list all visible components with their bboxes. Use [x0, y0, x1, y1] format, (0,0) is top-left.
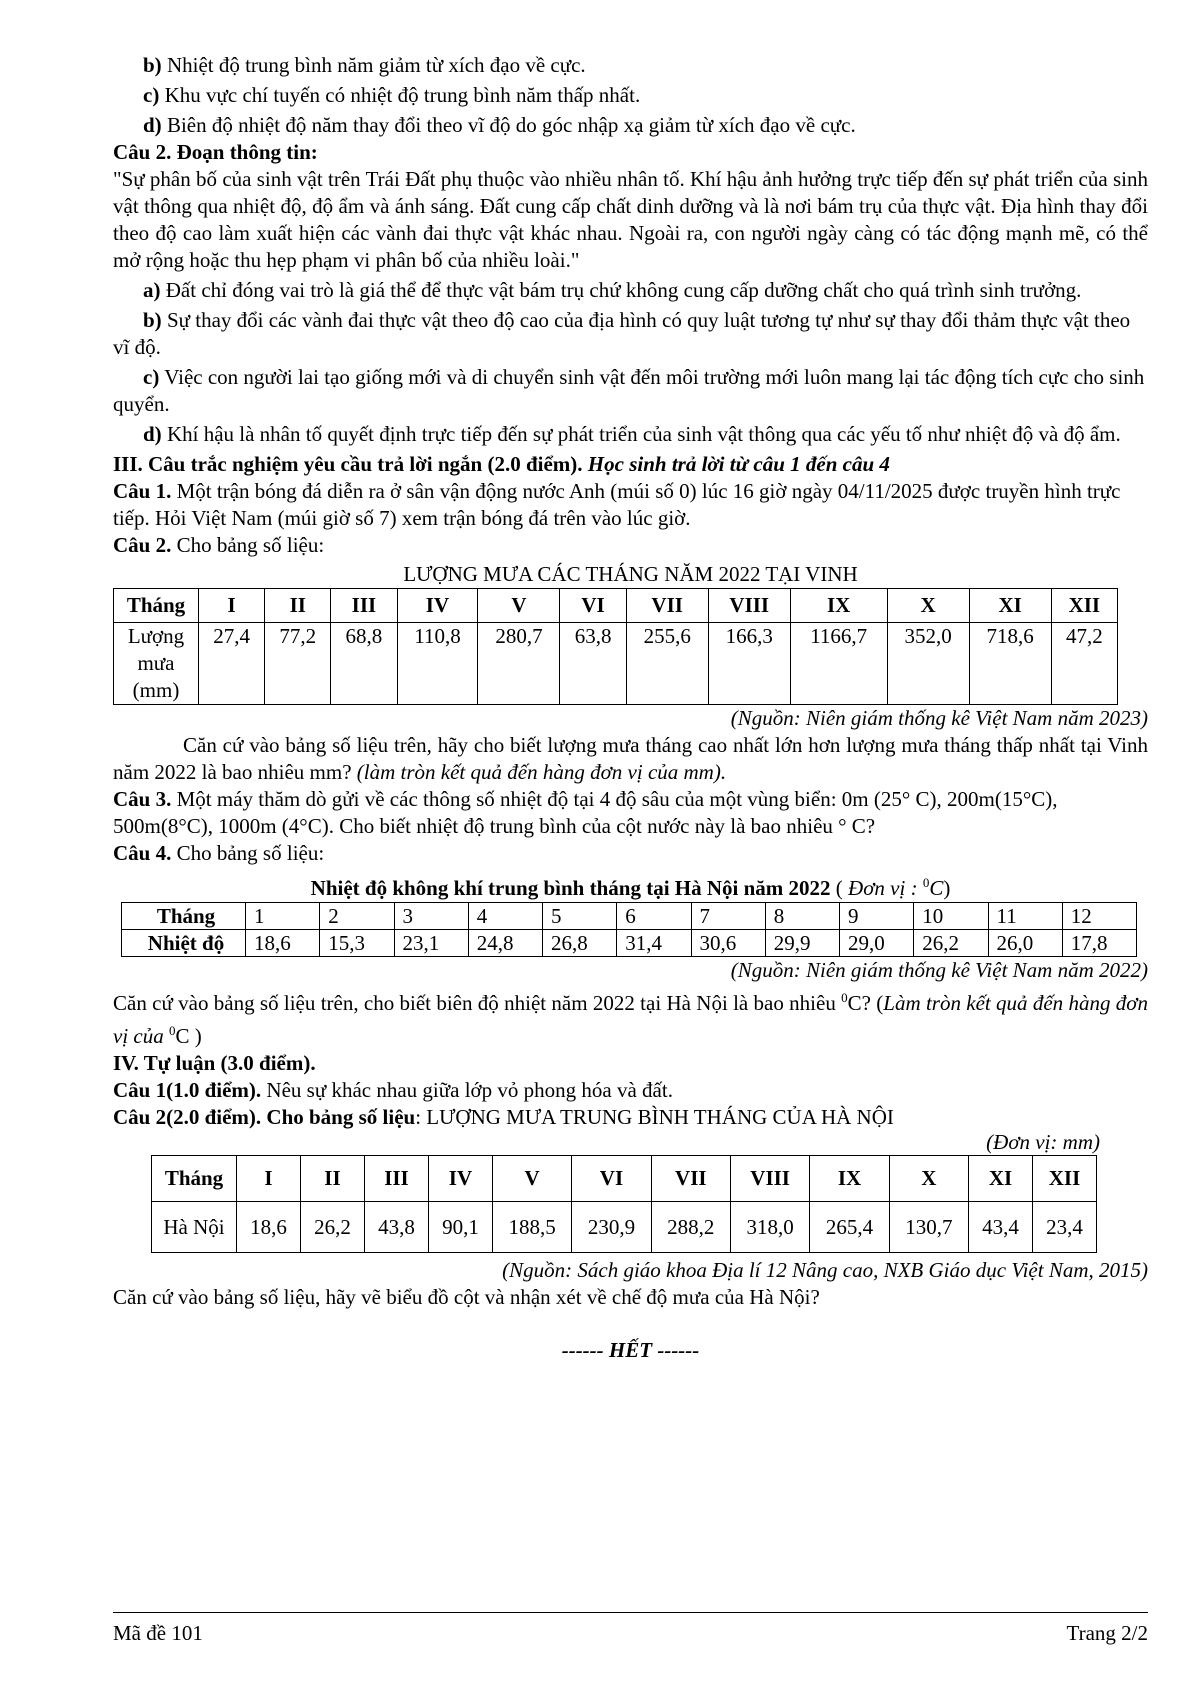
- table-cell: II: [300, 1156, 364, 1202]
- table3-unit: (Đơn vị: mm): [986, 1130, 1100, 1154]
- table-cell: 68,8: [331, 623, 397, 705]
- table-cell: 47,2: [1051, 623, 1117, 705]
- exam-page: [113, 52, 1148, 1364]
- table-cell: 23,1: [394, 930, 468, 957]
- table3-header-row: [152, 1156, 1097, 1202]
- table-cell: VII: [626, 589, 708, 623]
- table-cell: 12: [1062, 903, 1136, 930]
- part3-q4-body: Căn cứ vào bảng số liệu trên, cho biết biên độ nhiệt năm 2022 tại Hà Nội là bao nhiêu $^0$C? (Làm tròn kết quả đến hàng đơn vị của $^0$C ): [113, 990, 1149, 1048]
- table-cell: 9: [840, 903, 914, 930]
- table-cell: 10: [914, 903, 988, 930]
- table-cell: 7: [691, 903, 765, 930]
- table-cell: 27,4: [199, 623, 265, 705]
- table-cell: IV: [397, 589, 478, 623]
- table1-value-row: [114, 623, 1118, 705]
- table-cell: 166,3: [708, 623, 790, 705]
- q2-option-b: b) Sự thay đổi các vành đai thực vật theo độ cao của địa hình có quy luật tương tự như sự thay đổi thảm thực vật theo vĩ độ.: [113, 308, 1131, 359]
- table-cell: 718,6: [969, 623, 1051, 705]
- table2-title: Nhiệt độ không khí trung bình tháng tại Hà Nội năm 2022 ( Đơn vị : $^0$C): [310, 875, 951, 900]
- table-cell: 26,2: [300, 1202, 364, 1253]
- table-cell: X: [887, 589, 969, 623]
- page-number: Trang 2/2: [1066, 1621, 1148, 1645]
- table-cell: 30,6: [691, 930, 765, 957]
- table-cell: 110,8: [397, 623, 478, 705]
- table-cell: 4: [468, 903, 542, 930]
- q2-heading: Câu 2. Đoạn thông tin:: [113, 140, 318, 164]
- table-cell: V: [492, 1156, 571, 1202]
- table2-header-row: [122, 903, 1137, 930]
- table-cell: 15,3: [320, 930, 394, 957]
- part3-q1: Câu 1. Một trận bóng đá diễn ra ở sân vận động nước Anh (múi số 0) lúc 16 giờ ngày 04/11/2025 được truyền hình trực tiếp. Hỏi Việt Nam (múi giờ số 7) xem trận bóng đá trên vào lúc giờ.: [113, 479, 1121, 530]
- table-cell: 23,4: [1032, 1202, 1096, 1253]
- table-cell: 2: [320, 903, 394, 930]
- table-cell: 43,8: [364, 1202, 428, 1253]
- table-cell: VIII: [730, 1156, 809, 1202]
- table-cell: XI: [969, 1156, 1033, 1202]
- table-cell: XI: [969, 589, 1051, 623]
- table-cell: III: [331, 589, 397, 623]
- table-cell: 230,9: [572, 1202, 651, 1253]
- part4-q2: Câu 2(2.0 điểm). Cho bảng số liệu: LƯỢNG MƯA TRUNG BÌNH THÁNG CỦA HÀ NỘI: [113, 1105, 894, 1129]
- table-cell: III: [364, 1156, 428, 1202]
- table-cell: VIII: [708, 589, 790, 623]
- table-cell: VI: [560, 589, 626, 623]
- table-cell: Hà Nội: [152, 1202, 237, 1253]
- q2-passage: "Sự phân bố của sinh vật trên Trái Đất phụ thuộc vào nhiều nhân tố. Khí hậu ảnh hưởng trực tiếp đến sự phát triển của sinh vật thông qua nhiệt độ, độ ẩm và ánh sáng. Đất cung cấp chất dinh dưỡng và là nơi bám trụ của thực vật. Địa hình thay đổi theo độ cao làm xuất hiện các vành đai thực vật khác nhau. Ngoài ra, con người ngày càng có tác động mạnh mẽ, có thể mở rộng hoặc thu hẹp phạm vi phân bố của nhiều loài.": [113, 167, 1148, 272]
- table-cell: Tháng: [122, 903, 246, 930]
- table-cell: VII: [651, 1156, 730, 1202]
- table1-title: LƯỢNG MƯA CÁC THÁNG NĂM 2022 TẠI VINH: [403, 562, 858, 586]
- q2-option-d: d) Khí hậu là nhân tố quyết định trực tiếp đến sự phát triển của sinh vật thông qua các yếu tố như nhiệt độ và độ ẩm.: [143, 422, 1121, 446]
- exam-code: Mã đề 101: [113, 1621, 203, 1645]
- table1-header-row: [114, 589, 1118, 623]
- table-cell: Lượng mưa (mm): [114, 623, 199, 705]
- table-cell: 29,9: [765, 930, 839, 957]
- table-cell: Nhiệt độ: [122, 930, 246, 957]
- table-cell: 77,2: [265, 623, 331, 705]
- q1-option-b: b) Nhiệt độ trung bình năm giảm từ xích đạo về cực.: [143, 53, 586, 77]
- table-cell: 26,2: [914, 930, 988, 957]
- table-cell: 265,4: [810, 1202, 889, 1253]
- part3-q2: Câu 2. Cho bảng số liệu:: [113, 533, 325, 557]
- part3-q4: Câu 4. Cho bảng số liệu:: [113, 841, 325, 865]
- table-cell: VI: [572, 1156, 651, 1202]
- part4-q1: Câu 1(1.0 điểm). Nêu sự khác nhau giữa lớp vỏ phong hóa và đất.: [113, 1078, 673, 1102]
- table-cell: 3: [394, 903, 468, 930]
- table-cell: 130,7: [889, 1202, 968, 1253]
- table-cell: 255,6: [626, 623, 708, 705]
- table-cell: XII: [1051, 589, 1117, 623]
- table-cell: V: [478, 589, 560, 623]
- table3-source: (Nguồn: Sách giáo khoa Địa lí 12 Nâng cao, NXB Giáo dục Việt Nam, 2015): [502, 1258, 1148, 1282]
- table-cell: 24,8: [468, 930, 542, 957]
- table3-hanoi-rainfall: [151, 1155, 1097, 1253]
- table-cell: 29,0: [840, 930, 914, 957]
- table-cell: 26,0: [988, 930, 1062, 957]
- table-cell: II: [265, 589, 331, 623]
- table-cell: 188,5: [492, 1202, 571, 1253]
- table1-source: (Nguồn: Niên giám thống kê Việt Nam năm 2023): [730, 706, 1148, 730]
- page-footer: [113, 1620, 1148, 1647]
- footer-divider: [113, 1612, 1148, 1613]
- part3-heading: III. Câu trắc nghiệm yêu cầu trả lời ngắn (2.0 điểm). Học sinh trả lời từ câu 1 đến câu 4: [113, 452, 890, 476]
- part4-q2-body: Căn cứ vào bảng số liệu, hãy vẽ biểu đồ cột và nhận xét về chế độ mưa của Hà Nội?: [113, 1285, 820, 1309]
- table-cell: I: [237, 1156, 301, 1202]
- table-cell: 288,2: [651, 1202, 730, 1253]
- table-cell: 90,1: [428, 1202, 492, 1253]
- table1-vinh-rainfall: [113, 588, 1118, 705]
- table-cell: 17,8: [1062, 930, 1136, 957]
- q1-option-c: c) Khu vực chí tuyến có nhiệt độ trung bình năm thấp nhất.: [143, 83, 641, 107]
- table-cell: 26,8: [543, 930, 617, 957]
- part3-q3: Câu 3. Một máy thăm dò gửi về các thông số nhiệt độ tại 4 độ sâu của một vùng biển: 0m (25° C), 200m(15°C), 500m(8°C), 1000m (4°C). Cho biết nhiệt độ trung bình của cột nước này là bao nhiêu ° C?: [113, 787, 1058, 838]
- table-cell: XII: [1032, 1156, 1096, 1202]
- table-cell: IV: [428, 1156, 492, 1202]
- table2-source: (Nguồn: Niên giám thống kê Việt Nam năm 2022): [730, 958, 1148, 982]
- table-cell: I: [199, 589, 265, 623]
- table-cell: IX: [790, 589, 887, 623]
- table-cell: 63,8: [560, 623, 626, 705]
- table3-value-row: [152, 1202, 1097, 1253]
- q1-option-d: d) Biên độ nhiệt độ năm thay đổi theo vĩ độ do góc nhập xạ giảm từ xích đạo về cực.: [143, 113, 856, 137]
- end-mark: ------ HẾT ------: [561, 1338, 700, 1362]
- table-cell: IX: [810, 1156, 889, 1202]
- table-cell: 31,4: [617, 930, 691, 957]
- table-cell: 43,4: [969, 1202, 1033, 1253]
- table-cell: 1: [246, 903, 320, 930]
- part4-heading: IV. Tự luận (3.0 điểm).: [113, 1051, 316, 1075]
- table-cell: 6: [617, 903, 691, 930]
- q2-option-c: c) Việc con người lai tạo giống mới và di chuyển sinh vật đến môi trường mới luôn mang lại tác động tích cực cho sinh quyển.: [113, 365, 1145, 416]
- table2-value-row: [122, 930, 1137, 957]
- table2-hanoi-temperature: [121, 902, 1137, 957]
- table-cell: 1166,7: [790, 623, 887, 705]
- part3-q2-body: Căn cứ vào bảng số liệu trên, hãy cho biết lượng mưa tháng cao nhất lớn hơn lượng mưa tháng thấp nhất tại Vinh năm 2022 là bao nhiêu mm? (làm tròn kết quả đến hàng đơn vị của mm).: [113, 733, 1148, 784]
- table-cell: X: [889, 1156, 968, 1202]
- table-cell: 318,0: [730, 1202, 809, 1253]
- table-cell: 5: [543, 903, 617, 930]
- table-cell: 11: [988, 903, 1062, 930]
- table-cell: Tháng: [152, 1156, 237, 1202]
- q2-option-a: a) Đất chỉ đóng vai trò là giá thể để thực vật bám trụ chứ không cung cấp dưỡng chất cho quá trình sinh trưởng.: [143, 278, 1082, 302]
- table-cell: Tháng: [114, 589, 199, 623]
- table-cell: 352,0: [887, 623, 969, 705]
- table-cell: 18,6: [246, 930, 320, 957]
- table-cell: 280,7: [478, 623, 560, 705]
- table-cell: 18,6: [237, 1202, 301, 1253]
- table-cell: 8: [765, 903, 839, 930]
